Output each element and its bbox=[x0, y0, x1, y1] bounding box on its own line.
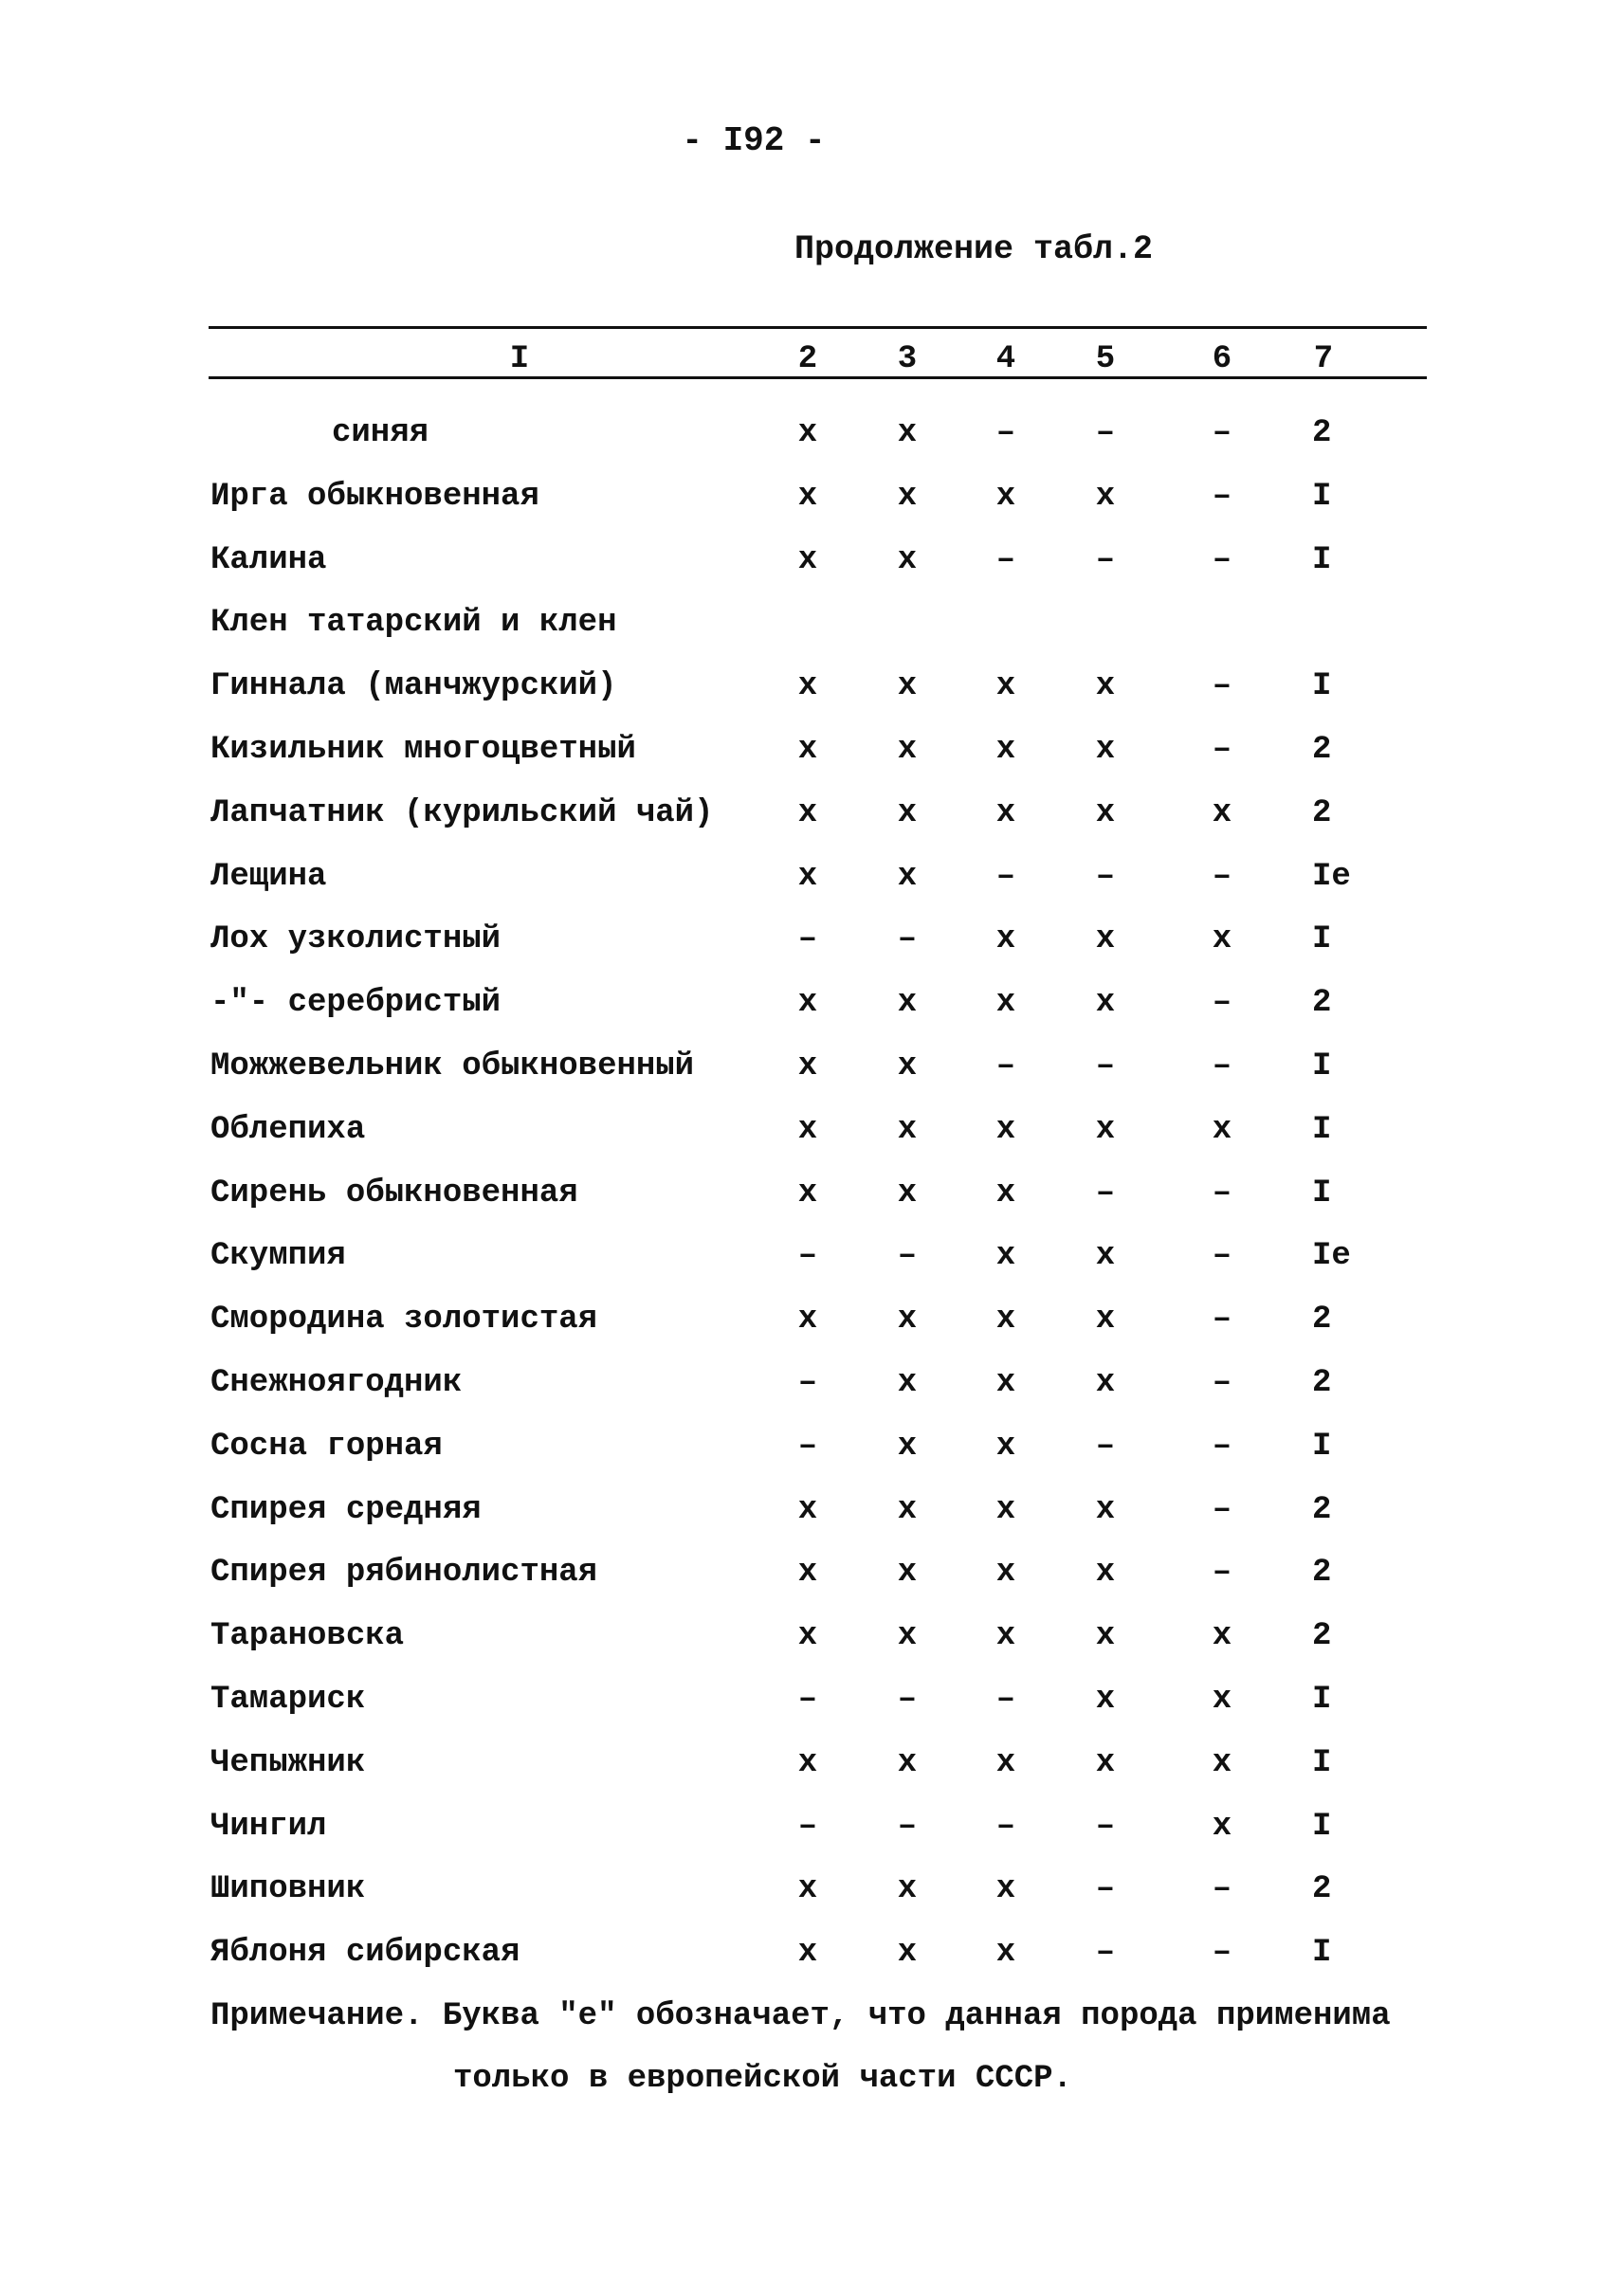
cell-col-6: – bbox=[1212, 1364, 1232, 1401]
cell-col-4: – bbox=[995, 415, 1016, 451]
row-species-name: Чингил bbox=[210, 1808, 327, 1845]
cell-col-2: x bbox=[797, 1618, 818, 1655]
table-row bbox=[0, 921, 1624, 985]
cell-col-4: x bbox=[995, 1428, 1016, 1465]
cell-col-4: x bbox=[995, 1744, 1016, 1781]
cell-col-6: – bbox=[1212, 1302, 1232, 1339]
cell-col-7: I bbox=[1312, 1808, 1332, 1845]
cell-col-2: x bbox=[797, 1047, 818, 1084]
cell-col-4: x bbox=[995, 1302, 1016, 1339]
cell-col-5: x bbox=[1095, 1111, 1116, 1148]
cell-col-6: – bbox=[1212, 1175, 1232, 1211]
row-species-name: Смородина золотистая bbox=[210, 1302, 598, 1339]
cell-col-3: x bbox=[897, 1175, 918, 1211]
cell-col-7: 2 bbox=[1312, 1491, 1332, 1528]
cell-col-3: x bbox=[897, 1618, 918, 1655]
cell-col-7: 2 bbox=[1312, 731, 1332, 768]
cell-col-7: I bbox=[1312, 1047, 1332, 1084]
cell-col-6: – bbox=[1212, 985, 1232, 1022]
cell-col-4: x bbox=[995, 478, 1016, 515]
cell-col-3: x bbox=[897, 478, 918, 515]
cell-col-6: x bbox=[1212, 794, 1232, 831]
column-header-5: 5 bbox=[1095, 341, 1116, 377]
cell-col-3: x bbox=[897, 985, 918, 1022]
cell-col-5: – bbox=[1095, 1175, 1116, 1211]
row-species-name: Шиповник bbox=[210, 1871, 366, 1908]
cell-col-3: – bbox=[897, 921, 918, 958]
table-row bbox=[0, 1682, 1624, 1745]
table-row bbox=[0, 1429, 1624, 1492]
table-row bbox=[0, 1555, 1624, 1618]
cell-col-6: x bbox=[1212, 921, 1232, 958]
cell-col-3: x bbox=[897, 731, 918, 768]
cell-col-7: I bbox=[1312, 1428, 1332, 1465]
cell-col-3: – bbox=[897, 1808, 918, 1845]
cell-col-5: x bbox=[1095, 1618, 1116, 1655]
cell-col-5: x bbox=[1095, 1491, 1116, 1528]
cell-col-7: 2 bbox=[1312, 1871, 1332, 1908]
cell-col-5: – bbox=[1095, 1808, 1116, 1845]
cell-col-4: x bbox=[995, 668, 1016, 705]
table-row bbox=[0, 1365, 1624, 1429]
cell-col-3: x bbox=[897, 1428, 918, 1465]
cell-col-2: x bbox=[797, 1302, 818, 1339]
cell-col-7: Iе bbox=[1312, 1238, 1351, 1275]
cell-col-5: x bbox=[1095, 1364, 1116, 1401]
table-top-rule bbox=[209, 326, 1427, 329]
table-row bbox=[0, 1238, 1624, 1302]
cell-col-2: x bbox=[797, 794, 818, 831]
cell-col-4: x bbox=[995, 1555, 1016, 1592]
cell-col-6: – bbox=[1212, 1428, 1232, 1465]
cell-col-7: 2 bbox=[1312, 794, 1332, 831]
column-header-2: 2 bbox=[797, 341, 818, 377]
cell-col-2: x bbox=[797, 731, 818, 768]
cell-col-7: I bbox=[1312, 478, 1332, 515]
cell-col-6: – bbox=[1212, 668, 1232, 705]
table-row bbox=[0, 415, 1624, 479]
cell-col-3: x bbox=[897, 1302, 918, 1339]
cell-col-4: x bbox=[995, 1175, 1016, 1211]
cell-col-5: – bbox=[1095, 415, 1116, 451]
cell-col-4: x bbox=[995, 1871, 1016, 1908]
cell-col-4: x bbox=[995, 1111, 1016, 1148]
cell-col-4: x bbox=[995, 1364, 1016, 1401]
cell-col-2: x bbox=[797, 415, 818, 451]
cell-col-5: – bbox=[1095, 1871, 1116, 1908]
cell-col-3: x bbox=[897, 1364, 918, 1401]
cell-col-3: – bbox=[897, 1681, 918, 1718]
row-species-name: Тарановска bbox=[210, 1618, 405, 1655]
cell-col-7: I bbox=[1312, 1935, 1332, 1972]
cell-col-7: 2 bbox=[1312, 1364, 1332, 1401]
table-caption: Продолжение табл.2 bbox=[794, 230, 1154, 268]
row-species-name: Ирга обыкновенная bbox=[210, 478, 539, 515]
cell-col-7: 2 bbox=[1312, 1555, 1332, 1592]
cell-col-2: – bbox=[797, 1238, 818, 1275]
cell-col-3: x bbox=[897, 1491, 918, 1528]
cell-col-5: x bbox=[1095, 794, 1116, 831]
cell-col-2: x bbox=[797, 1175, 818, 1211]
cell-col-4: x bbox=[995, 1491, 1016, 1528]
cell-col-4: – bbox=[995, 1681, 1016, 1718]
row-species-name: Спирея средняя bbox=[210, 1491, 482, 1528]
cell-col-4: x bbox=[995, 1935, 1016, 1972]
cell-col-4: x bbox=[995, 1618, 1016, 1655]
row-species-name: Кизильник многоцветный bbox=[210, 731, 636, 768]
table-row bbox=[0, 668, 1624, 732]
cell-col-2: x bbox=[797, 1871, 818, 1908]
cell-col-2: – bbox=[797, 1364, 818, 1401]
table-row bbox=[0, 1175, 1624, 1239]
table-row bbox=[0, 542, 1624, 606]
cell-col-2: – bbox=[797, 921, 818, 958]
cell-col-2: x bbox=[797, 985, 818, 1022]
cell-col-3: x bbox=[897, 1935, 918, 1972]
cell-col-5: – bbox=[1095, 1428, 1116, 1465]
cell-col-5: x bbox=[1095, 668, 1116, 705]
cell-col-2: x bbox=[797, 1555, 818, 1592]
cell-col-5: – bbox=[1095, 541, 1116, 578]
cell-col-7: I bbox=[1312, 1744, 1332, 1781]
cell-col-7: I bbox=[1312, 541, 1332, 578]
cell-col-3: x bbox=[897, 415, 918, 451]
cell-col-2: x bbox=[797, 858, 818, 895]
cell-col-4: – bbox=[995, 541, 1016, 578]
row-species-name: Спирея рябинолистная bbox=[210, 1555, 598, 1592]
column-header-4: 4 bbox=[995, 341, 1016, 377]
cell-col-3: x bbox=[897, 1744, 918, 1781]
cell-col-5: x bbox=[1095, 921, 1116, 958]
cell-col-3: x bbox=[897, 541, 918, 578]
cell-col-4: x bbox=[995, 921, 1016, 958]
table-row bbox=[0, 1745, 1624, 1809]
cell-col-2: x bbox=[797, 478, 818, 515]
row-species-name: Лапчатник (курильский чай) bbox=[210, 794, 714, 831]
table-row bbox=[0, 1935, 1624, 1998]
cell-col-6: x bbox=[1212, 1808, 1232, 1845]
row-species-name: Лещина bbox=[210, 858, 327, 895]
cell-col-6: – bbox=[1212, 858, 1232, 895]
cell-col-6: – bbox=[1212, 1238, 1232, 1275]
cell-col-5: – bbox=[1095, 1935, 1116, 1972]
cell-col-6: – bbox=[1212, 1935, 1232, 1972]
cell-col-5: x bbox=[1095, 985, 1116, 1022]
table-row bbox=[0, 1112, 1624, 1175]
cell-col-2: x bbox=[797, 1935, 818, 1972]
table-body bbox=[0, 415, 1624, 1998]
cell-col-4: x bbox=[995, 731, 1016, 768]
cell-col-3: x bbox=[897, 858, 918, 895]
cell-col-6: x bbox=[1212, 1681, 1232, 1718]
cell-col-6: – bbox=[1212, 1491, 1232, 1528]
page-number: - I92 - bbox=[682, 121, 826, 160]
row-species-name: Скумпия bbox=[210, 1238, 346, 1275]
row-species-name: Гиннала (манчжурский) bbox=[210, 668, 617, 705]
table-row bbox=[0, 479, 1624, 542]
cell-col-5: x bbox=[1095, 1238, 1116, 1275]
cell-col-2: x bbox=[797, 541, 818, 578]
table-row bbox=[0, 1492, 1624, 1556]
column-header-1: I bbox=[509, 341, 530, 377]
cell-col-5: x bbox=[1095, 1681, 1116, 1718]
cell-col-3: x bbox=[897, 1047, 918, 1084]
table-row bbox=[0, 1048, 1624, 1112]
cell-col-5: – bbox=[1095, 858, 1116, 895]
cell-col-4: x bbox=[995, 794, 1016, 831]
cell-col-7: I bbox=[1312, 921, 1332, 958]
table-row bbox=[0, 1809, 1624, 1872]
row-species-name: Сирень обыкновенная bbox=[210, 1175, 578, 1211]
cell-col-2: – bbox=[797, 1681, 818, 1718]
cell-col-6: – bbox=[1212, 541, 1232, 578]
cell-col-2: x bbox=[797, 1491, 818, 1528]
row-species-name: Можжевельник обыкновенный bbox=[210, 1047, 695, 1084]
table-row bbox=[0, 795, 1624, 859]
cell-col-6: – bbox=[1212, 1047, 1232, 1084]
cell-col-4: x bbox=[995, 1238, 1016, 1275]
cell-col-6: – bbox=[1212, 415, 1232, 451]
column-header-6: 6 bbox=[1212, 341, 1232, 377]
cell-col-3: x bbox=[897, 1555, 918, 1592]
table-row bbox=[0, 732, 1624, 795]
cell-col-5: x bbox=[1095, 1744, 1116, 1781]
cell-col-3: x bbox=[897, 1871, 918, 1908]
cell-col-2: x bbox=[797, 1744, 818, 1781]
table-row bbox=[0, 1302, 1624, 1365]
cell-col-5: x bbox=[1095, 731, 1116, 768]
cell-col-7: I bbox=[1312, 1681, 1332, 1718]
cell-col-6: – bbox=[1212, 478, 1232, 515]
row-species-name: Тамариск bbox=[210, 1681, 366, 1718]
cell-col-2: x bbox=[797, 668, 818, 705]
table-row bbox=[0, 605, 1624, 668]
cell-col-7: 2 bbox=[1312, 1618, 1332, 1655]
cell-col-5: – bbox=[1095, 1047, 1116, 1084]
cell-col-6: x bbox=[1212, 1744, 1232, 1781]
cell-col-6: – bbox=[1212, 1871, 1232, 1908]
cell-col-2: – bbox=[797, 1428, 818, 1465]
cell-col-7: I bbox=[1312, 1175, 1332, 1211]
cell-col-6: x bbox=[1212, 1618, 1232, 1655]
row-species-name: Лох узколистный bbox=[210, 921, 502, 958]
row-species-name: синяя bbox=[332, 415, 429, 451]
cell-col-3: x bbox=[897, 668, 918, 705]
cell-col-7: I bbox=[1312, 668, 1332, 705]
note-line-1: Примечание. Буква "е" обозначает, что данная порода применима bbox=[210, 1998, 1391, 2034]
cell-col-7: Iе bbox=[1312, 858, 1351, 895]
row-species-name: Облепиха bbox=[210, 1111, 366, 1148]
column-header-7: 7 bbox=[1313, 341, 1334, 377]
cell-col-5: x bbox=[1095, 1302, 1116, 1339]
cell-col-3: – bbox=[897, 1238, 918, 1275]
cell-col-6: x bbox=[1212, 1111, 1232, 1148]
cell-col-7: 2 bbox=[1312, 415, 1332, 451]
row-species-name: Чепыжник bbox=[210, 1744, 366, 1781]
cell-col-6: – bbox=[1212, 1555, 1232, 1592]
row-species-name: Снежноягодник bbox=[210, 1364, 463, 1401]
cell-col-4: x bbox=[995, 985, 1016, 1022]
cell-col-3: x bbox=[897, 1111, 918, 1148]
note-line-2: только в европейской части СССР. bbox=[453, 2061, 1072, 2097]
table-row bbox=[0, 985, 1624, 1048]
cell-col-7: 2 bbox=[1312, 985, 1332, 1022]
table-row bbox=[0, 1618, 1624, 1682]
cell-col-7: I bbox=[1312, 1111, 1332, 1148]
table-row bbox=[0, 1871, 1624, 1935]
cell-col-7: 2 bbox=[1312, 1302, 1332, 1339]
cell-col-4: – bbox=[995, 858, 1016, 895]
row-species-name: Калина bbox=[210, 541, 327, 578]
row-species-name: -"- серебристый bbox=[210, 985, 502, 1022]
column-header-3: 3 bbox=[897, 341, 918, 377]
cell-col-4: – bbox=[995, 1808, 1016, 1845]
cell-col-4: – bbox=[995, 1047, 1016, 1084]
row-species-name: Сосна горная bbox=[210, 1428, 443, 1465]
row-species-name: Яблоня сибирская bbox=[210, 1935, 520, 1972]
cell-col-2: x bbox=[797, 1111, 818, 1148]
cell-col-2: – bbox=[797, 1808, 818, 1845]
cell-col-5: x bbox=[1095, 1555, 1116, 1592]
cell-col-5: x bbox=[1095, 478, 1116, 515]
cell-col-3: x bbox=[897, 794, 918, 831]
table-row bbox=[0, 859, 1624, 922]
cell-col-6: – bbox=[1212, 731, 1232, 768]
row-species-name: Клен татарский и клен bbox=[210, 605, 617, 642]
